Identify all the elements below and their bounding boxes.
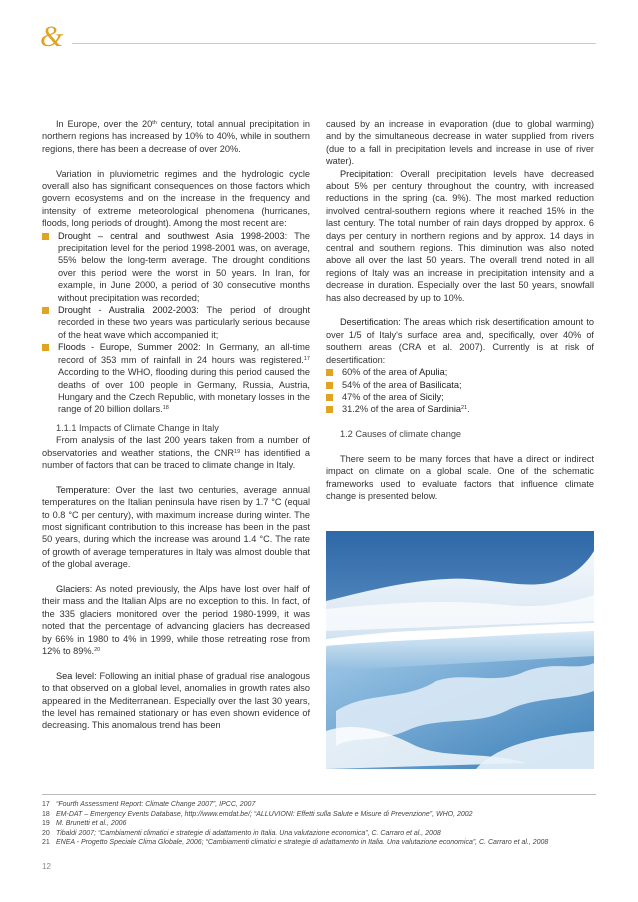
footnote: 18 EM-DAT – Emergency Events Database, http://www.emdat.be/; “ALLUVIONI: Effetti sulla Salute e Misure di Prevenzione”, WHO, 2002	[42, 810, 473, 818]
list-item: 47% of the area of Sicily;	[326, 391, 594, 403]
glacier-illustration	[326, 531, 594, 769]
header-rule	[72, 43, 596, 44]
desertification-regions-list	[326, 366, 594, 416]
glacier-photo	[326, 531, 594, 769]
list-item: Floods - Europe, Summer 2002: In Germany, an all-time record of 353 mm of rainfall in 24 hours was registered.$^{17}$ According to the WHO, flooding during this period caused the deaths of over 100 people in Germany, Russia, Austria, Hungary and the Czech Republic, with monetary losses in the range of 20 billion dollars.$^{18}$	[42, 341, 310, 415]
paragraph-cnr-analysis: From analysis of the last 200 years taken from a number of observatories and weather stations, the CNR$^{19}$ has identified a number of factors that can be traced to climate change in Italy.	[42, 435, 311, 470]
paragraph-sea-level: Sea level: Following an initial phase of gradual rise analogous to that observed on a global level, anomalies in growth rates also appeared in the Mediterranean. Especially over the last 30 years, the level has remained stationary or has even shown evidence of decreasing. This anomalous trend has been	[42, 670, 311, 731]
right-column	[326, 118, 594, 503]
paragraph-causes: There seem to be many forces that have a direct or indirect impact on climate on a global scale. One of the schematic frameworks used to evaluate factors that influence climate change is presented below.	[326, 453, 594, 502]
paragraph-desertification: Desertification: The areas which risk desertification amount to over 1/5 of Italy's surface area and, specifically, over 40% of southern areas (CRA et al. 2007). Currently is at risk of desertification:	[326, 317, 594, 365]
footnotes	[42, 800, 602, 848]
bullet-square-icon	[326, 369, 333, 376]
paragraph-precipitation: Precipitation: Overall precipitation levels have decreased about 5% per century throughout the country, with increased reductions in the spring (ca. 9%). The most marked reduction involved central-southern regions where it reached 15% in the last century. The total number of rain days dropped by approx. 6 days per century in northern regions and by approx. 14 days in central and southern regions. This diminution was also noted above all over the last 50 years. The overall trend noted in all regions of Italy was an increase in precipitation intensity and a decrease in duration. Especially over the last 50 years, snowfall has also decreased by up to 10%.	[326, 168, 594, 303]
footnote: 21 ENEA - Progetto Speciale Clima Globale, 2006; “Cambiamenti climatici e strategie di adattamento in Italia. Una valutazione economica”, C. Carraro et al., 2008	[42, 839, 549, 847]
paragraph-europe-precipitation: In Europe, over the 20th century, total annual precipitation in northern regions has increased by 10% to 40%, while in southern regions, there has been a decrease of over 20%.	[42, 119, 310, 154]
footnote: 17 “Fourth Assessment Report: Climate Change 2007”, IPCC, 2007	[42, 801, 256, 808]
page-number: 12	[42, 862, 51, 871]
paragraph-pluviometric: Variation in pluviometric regimes and the hydrologic cycle overall also has significant consequences on those factors which govern ecosystems and on the increase in the frequency and intensity of extreme meteorological phenomena (hurricanes, floods, long periods of drought). Among the most recent are:	[42, 168, 310, 229]
bullet-square-icon	[326, 394, 333, 401]
list-item: 54% of the area of Basilicata;	[326, 379, 594, 391]
footnote: 20 Tibaldi 2007; “Cambiamenti climatici e strategie di adattamento in Italia. Una valutazione economica”, C. Carraro et al., 2008	[42, 829, 441, 837]
bullet-square-icon	[326, 406, 333, 413]
footnote: 19 M. Brunetti et al., 2006	[42, 820, 127, 828]
bullet-square-icon	[326, 382, 333, 389]
logo-ampersand: &	[40, 20, 64, 53]
subheading-impacts-italy: 1.1.1 Impacts of Climate Change in Italy	[56, 422, 219, 433]
bullet-square-icon	[42, 344, 49, 351]
left-column	[42, 118, 310, 732]
list-item: Drought – central and southwest Asia 1998-2003: The precipitation level for the period 1998-2001 was, on average, 55% below the long-term average. The drought conditions over this period were the worst in 50 years. In Iran, for example, in June 2000, a period of 30 consecutive months without precipitation was recorded;	[42, 230, 310, 304]
list-item: 31.2% of the area of Sardinia$^{21}$.	[326, 403, 594, 415]
list-item: 60% of the area of Apulia;	[326, 366, 594, 378]
subheading-causes: 1.2 Causes of climate change	[340, 429, 462, 440]
footnote-rule	[42, 794, 596, 795]
list-item: Drought - Australia 2002-2003: The period of drought recorded in these two years was particularly serious because of the heat wave which accompanied it;	[42, 304, 310, 341]
bullet-square-icon	[42, 233, 49, 240]
paragraph-glaciers: Glaciers: As noted previously, the Alps have lost over half of their mass and the Italian Alps are no exception to this. In fact, of the 335 glaciers monitored over the period 1980-1999, it was noted that the percentage of advancing glaciers has decreased by 66% in 1980 to 4% in 1999, while those retreating rose from 12% to 89%.$^{20}$	[42, 583, 310, 657]
paragraph-sea-level-cont: caused by an increase in evaporation (due to global warming) and by the simultaneous decrease in water supplied from rivers (due to a fall in precipitation levels and increase in use of river water).	[326, 119, 594, 167]
extreme-events-list	[42, 230, 310, 416]
bullet-square-icon	[42, 307, 49, 314]
paragraph-temperature: Temperature: Over the last two centuries, average annual temperatures on the Italian peninsula have risen by 1.7 °C (equal to 0.8 °C per century), with maximum increase during winter. The most significant contribution to this increase has been in the past 50 years, during which the increase was around 1.4 °C. The rate of growth of average temperatures in Italy was almost double that of the global average.	[42, 484, 310, 570]
